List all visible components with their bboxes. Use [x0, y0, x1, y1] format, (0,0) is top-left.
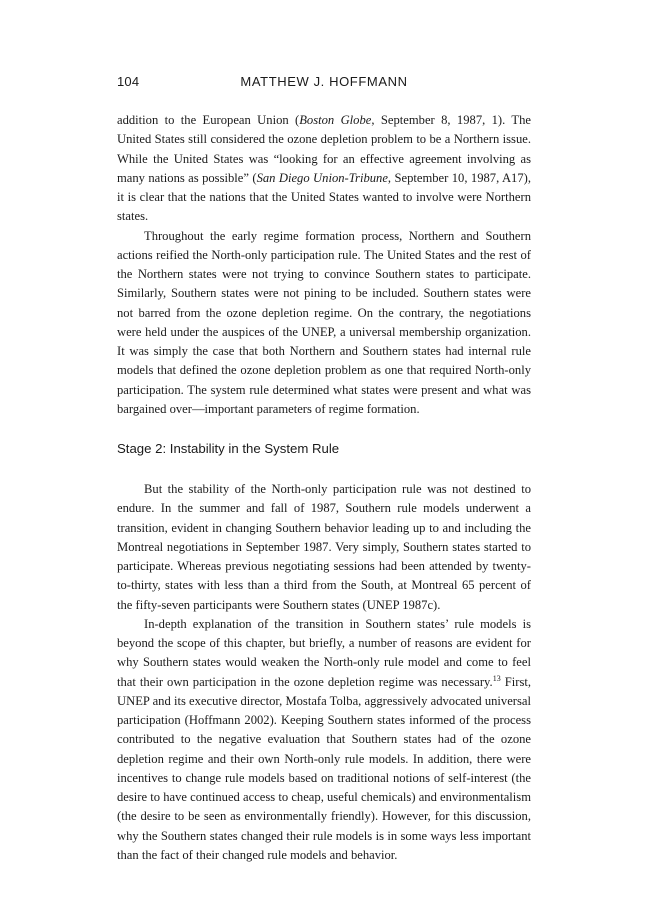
- text-run: , September 10, 1987, A17), it is clear that the nations that the United States wanted to involve were Northern states.: [117, 170, 531, 224]
- running-header: [117, 74, 531, 94]
- paragraph-1: [117, 111, 531, 227]
- paragraph-3: But the stability of the North-only participation rule was not destined to endure. In the summer and fall of 1987, Southern rule models underwent a transition, evident in changing Southern behavior leading up to and including the Montreal negotiations in September 1987. Very simply, Southern states started to participate. Whereas previous negotiating sessions had been attended by twenty-to-thirty, states with less than a third from the South, at Montreal 65 percent of the fifty-seven participants were Southern states (UNEP 1987c).: [117, 482, 531, 612]
- footnote-marker[interactable]: 13: [492, 673, 501, 683]
- running-head-author: MATTHEW J. HOFFMANN: [240, 74, 408, 89]
- text-run: , September 8, 1987, 1). The United States still considered the ozone depletion problem to be a Northern issue. While the United States was “looking for an effective agreement involving as many nations as possible” (: [117, 113, 531, 185]
- paragraph-4: [117, 615, 531, 865]
- section-heading: Stage 2: Instability in the System Rule: [117, 441, 340, 456]
- page-number: 104: [117, 74, 140, 89]
- paragraph-2: Throughout the early regime formation process, Northern and Southern actions reified the North-only participation rule. The United States and the rest of the Northern states were not trying to convince Southern states to participate. Similarly, Southern states were not pining to be included. Southern states were not barred from the ozone depletion regime. On the contrary, the negotiations were held under the auspices of the UNEP, a universal membership organization. It was simply the case that both Northern and Southern states had internal rule models that defined the ozone depletion problem as one that required North-only participation. The system rule determined what states were present and what was bargained over—important parameters of regime formation.: [117, 228, 531, 416]
- body-text: [117, 111, 531, 865]
- text-run: addition to the European Union (: [117, 113, 300, 127]
- citation-san-diego-union-tribune: San Diego Union-Tribune: [256, 170, 388, 185]
- citation-boston-globe: Boston Globe: [299, 113, 372, 127]
- text-run: In-depth explanation of the transition in Southern states’ rule models is beyond the scope of this chapter, but briefly, a number of reasons are evident for why Southern states would weaken the North-only rule model and come to feel that their own participation in the ozone depletion regime was necessary.: [117, 616, 531, 689]
- text-run: First, UNEP and its executive director, Mostafa Tolba, aggressively advocated universal participation (Hoffmann 2002). Keeping Southern states informed of the process contributed to the negative evaluation that Southern states had of the ozone depletion regime and their own North-only rule models. In addition, there were incentives to change rule models based on traditional notions of self-interest (the desire to have continued access to cheap, useful chemicals) and environmentalism (the desire to be seen as environmentally friendly). However, for this discussion, why the Southern states changed their rule models is in some ways less important than the fact of their changed rule models and behavior.: [117, 674, 531, 862]
